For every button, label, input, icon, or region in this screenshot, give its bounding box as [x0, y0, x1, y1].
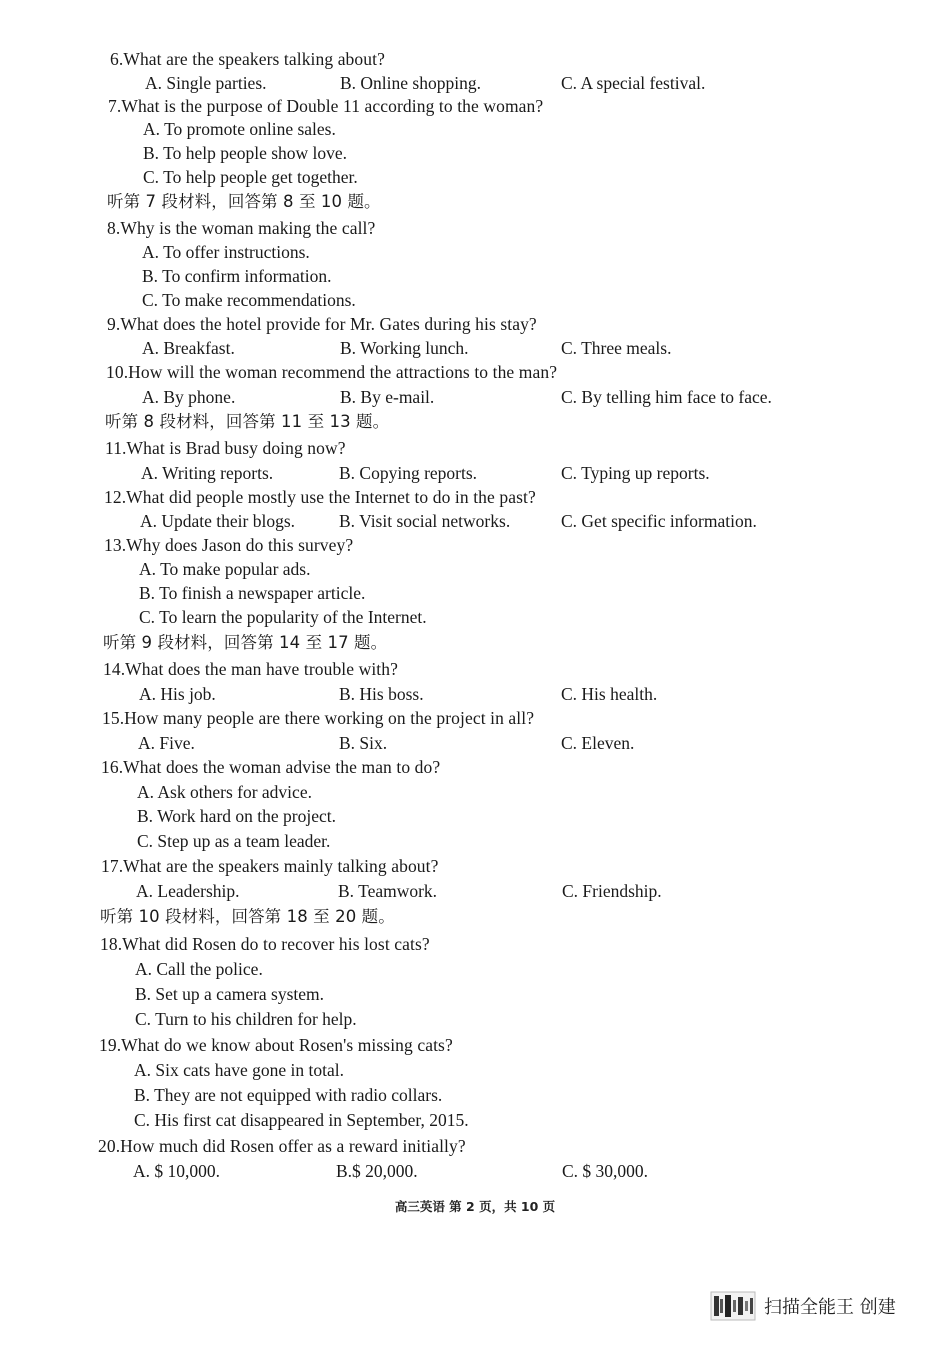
- question-14-stem: 14.What does the man have trouble with?: [103, 659, 398, 679]
- question-11-stem: 11.What is Brad busy doing now?: [105, 438, 346, 458]
- question-9-stem: 9.What does the hotel provide for Mr. Gates during his stay?: [107, 314, 537, 334]
- camscanner-logo-icon: [710, 1290, 756, 1322]
- question-6-option-c: C. A special festival.: [561, 73, 706, 93]
- question-7-option-b: B. To help people show love.: [143, 143, 348, 163]
- question-12-option-b: B. Visit social networks.: [339, 511, 511, 531]
- question-9-option-b: B. Working lunch.: [340, 338, 469, 358]
- question-16-option-c: C. Step up as a team leader.: [137, 831, 331, 851]
- question-14-option-b: B. His boss.: [339, 684, 424, 704]
- question-20-stem: 20.How much did Rosen offer as a reward initially?: [98, 1136, 466, 1156]
- question-10-option-a: A. By phone.: [142, 387, 236, 407]
- question-11-option-b: B. Copying reports.: [339, 463, 478, 483]
- question-17-stem: 17.What are the speakers mainly talking about?: [101, 856, 439, 876]
- question-16-stem: 16.What does the woman advise the man to do?: [101, 757, 441, 777]
- question-17-option-b: B. Teamwork.: [338, 881, 438, 901]
- question-19-option-c: C. His first cat disappeared in September, 2015.: [134, 1110, 469, 1130]
- question-16-option-b: B. Work hard on the project.: [137, 806, 336, 826]
- watermark-text: 扫描全能王 创建: [764, 1297, 896, 1318]
- question-7-option-a: A. To promote online sales.: [143, 119, 336, 139]
- question-13-stem: 13.Why does Jason do this survey?: [104, 535, 354, 555]
- question-13-option-c: C. To learn the popularity of the Internet.: [139, 607, 427, 627]
- question-9-option-c: C. Three meals.: [561, 338, 672, 358]
- section-7-heading: 听第 7 段材料，回答第 8 至 10 题。: [107, 192, 381, 211]
- question-10-option-c: C. By telling him face to face.: [561, 387, 772, 407]
- question-13-option-b: B. To finish a newspaper article.: [139, 583, 366, 603]
- question-19-option-a: A. Six cats have gone in total.: [134, 1060, 344, 1080]
- question-18-option-b: B. Set up a camera system.: [135, 984, 325, 1004]
- question-8-option-c: C. To make recommendations.: [142, 290, 356, 310]
- question-19-stem: 19.What do we know about Rosen's missing cats?: [99, 1035, 453, 1055]
- question-15-option-c: C. Eleven.: [561, 733, 635, 753]
- question-8-stem: 8.Why is the woman making the call?: [107, 218, 376, 238]
- scanner-watermark: [710, 1290, 896, 1322]
- question-17-option-a: A. Leadership.: [136, 881, 240, 901]
- question-15-option-a: A. Five.: [138, 733, 195, 753]
- question-18-option-c: C. Turn to his children for help.: [135, 1009, 357, 1029]
- question-12-option-a: A. Update their blogs.: [140, 511, 296, 531]
- question-10-option-b: B. By e-mail.: [340, 387, 435, 407]
- question-8-option-b: B. To confirm information.: [142, 266, 332, 286]
- question-15-option-b: B. Six.: [339, 733, 388, 753]
- question-14-option-c: C. His health.: [561, 684, 658, 704]
- question-12-stem: 12.What did people mostly use the Internet to do in the past?: [104, 487, 536, 507]
- question-19-option-b: B. They are not equipped with radio collars.: [134, 1085, 443, 1105]
- question-6-stem: 6.What are the speakers talking about?: [110, 49, 385, 69]
- question-20-option-b: B.$ 20,000.: [336, 1161, 418, 1181]
- section-8-heading: 听第 8 段材料，回答第 11 至 13 题。: [105, 412, 390, 431]
- question-16-option-a: A. Ask others for advice.: [137, 782, 312, 802]
- section-9-heading: 听第 9 段材料，回答第 14 至 17 题。: [103, 633, 388, 652]
- question-10-stem: 10.How will the woman recommend the attractions to the man?: [106, 362, 558, 382]
- question-11-option-c: C. Typing up reports.: [561, 463, 710, 483]
- question-12-option-c: C. Get specific information.: [561, 511, 757, 531]
- question-15-stem: 15.How many people are there working on the project in all?: [102, 708, 535, 728]
- question-18-option-a: A. Call the police.: [135, 959, 263, 979]
- question-8-option-a: A. To offer instructions.: [142, 242, 310, 262]
- section-10-heading: 听第 10 段材料，回答第 18 至 20 题。: [100, 907, 395, 926]
- question-7-option-c: C. To help people get together.: [143, 167, 358, 187]
- question-9-option-a: A. Breakfast.: [142, 338, 235, 358]
- question-11-option-a: A. Writing reports.: [141, 463, 274, 483]
- question-14-option-a: A. His job.: [139, 684, 216, 704]
- question-6-option-a: A. Single parties.: [145, 73, 267, 93]
- question-20-option-c: C. $ 30,000.: [562, 1161, 649, 1181]
- question-13-option-a: A. To make popular ads.: [139, 559, 311, 579]
- question-20-option-a: A. $ 10,000.: [133, 1161, 221, 1181]
- question-18-stem: 18.What did Rosen do to recover his lost cats?: [100, 934, 430, 954]
- question-7-stem: 7.What is the purpose of Double 11 according to the woman?: [108, 96, 544, 116]
- question-17-option-c: C. Friendship.: [562, 881, 662, 901]
- page-footer: 高三英语 第 2 页，共 10 页: [394, 1199, 556, 1214]
- question-6-option-b: B. Online shopping.: [340, 73, 481, 93]
